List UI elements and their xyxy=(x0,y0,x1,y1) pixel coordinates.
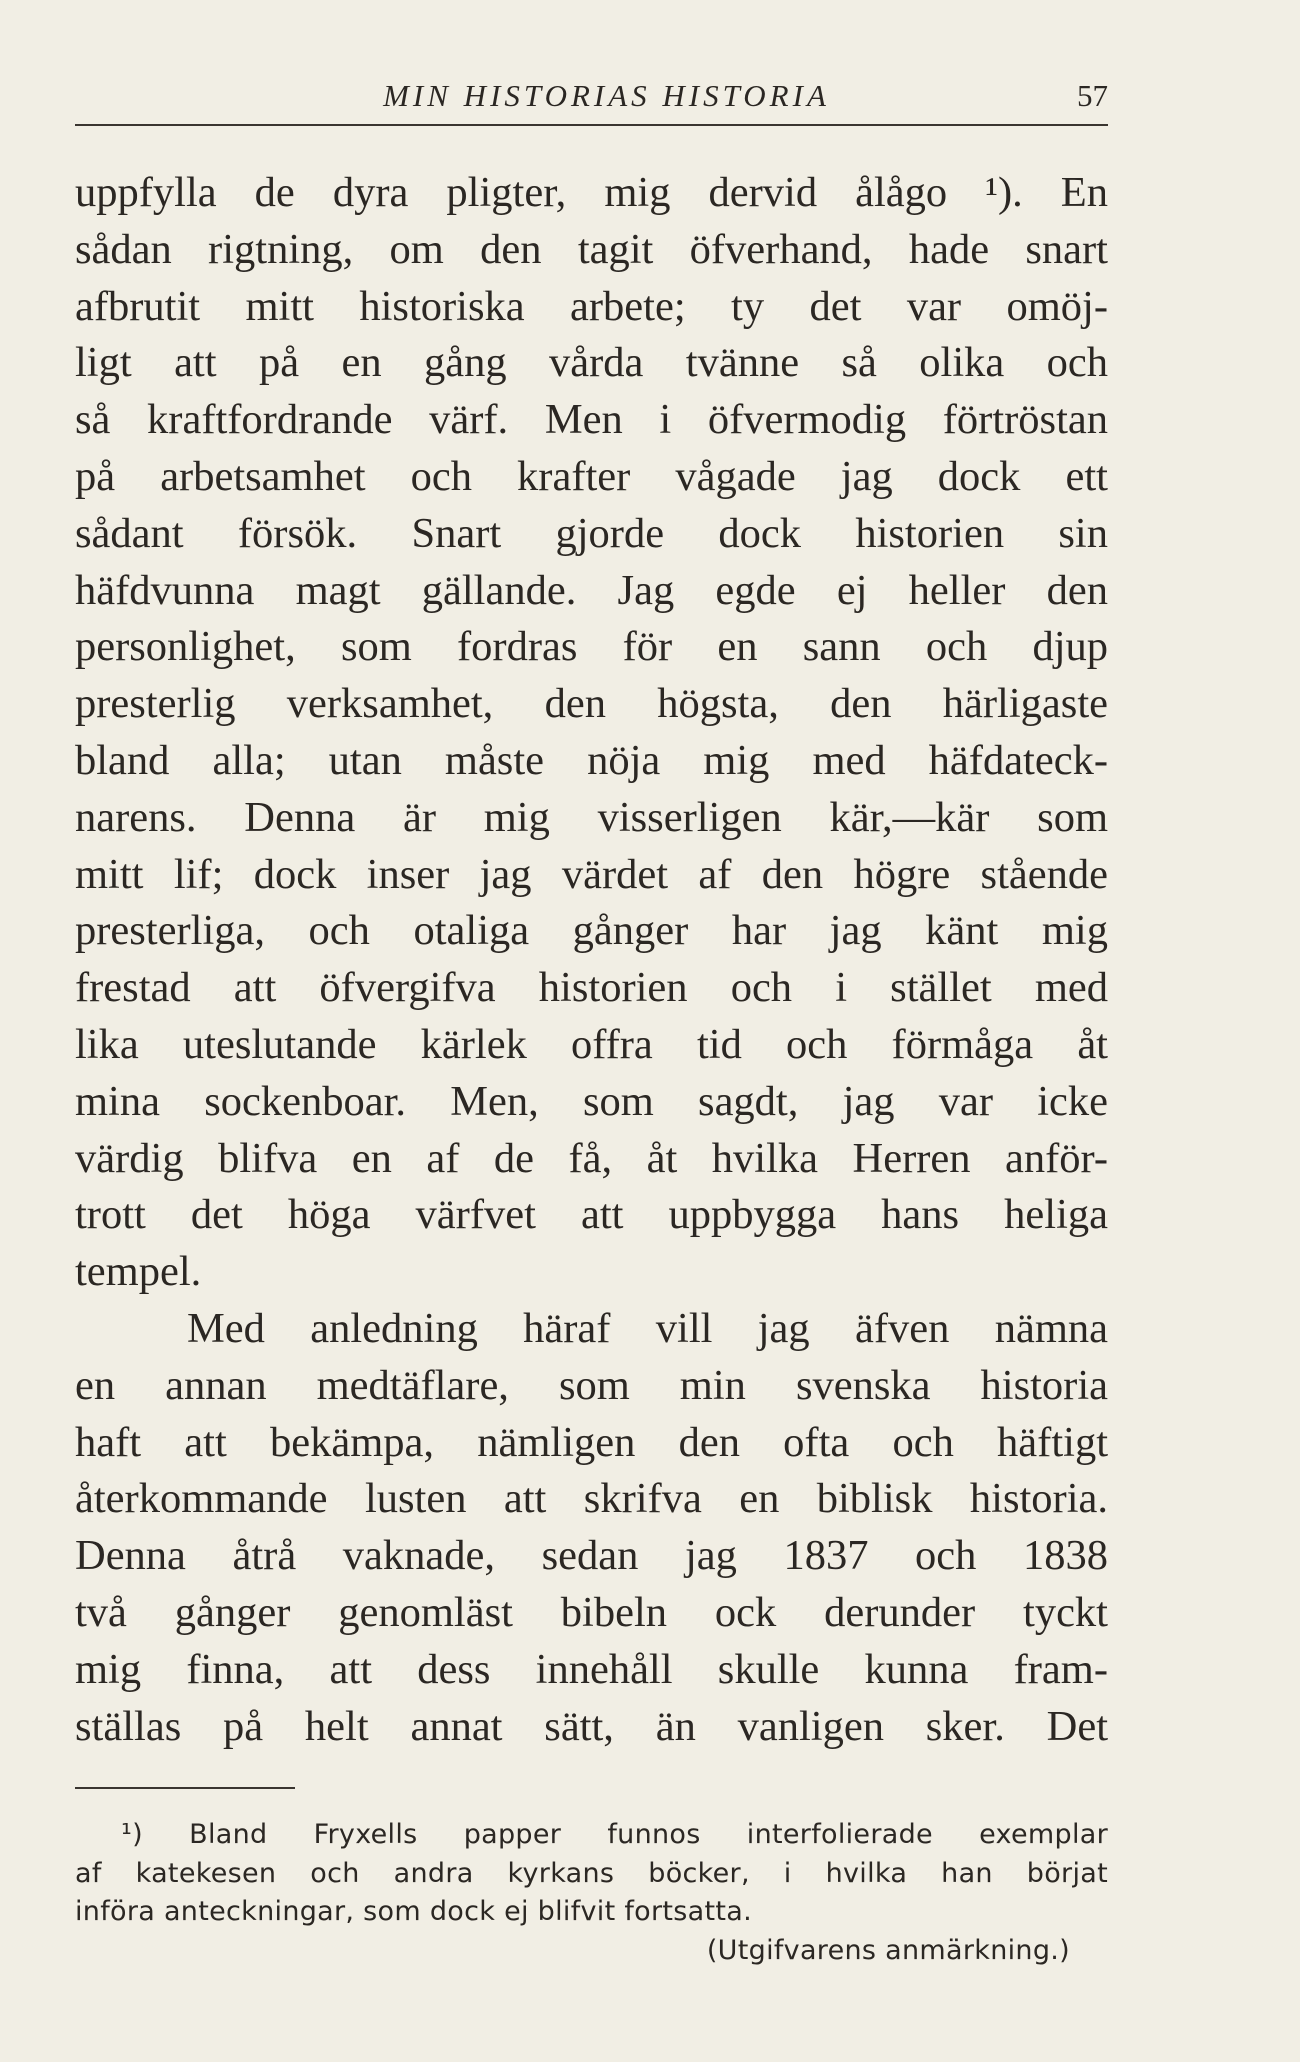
text-line: Denna åtrå vaknade, sedan jag 1837 och 1838 xyxy=(75,1532,1108,1580)
text-line: haft att bekämpa, nämligen den ofta och häftigt xyxy=(75,1418,1108,1466)
text-line: mig finna, att dess innehåll skulle kunna fram- xyxy=(75,1645,1108,1693)
text-line: Med anledning häraf vill jag äfven nämna xyxy=(187,1304,1108,1352)
footnote-line: ¹) Bland Fryxells papper funnos interfolierade exemplar xyxy=(121,1819,1108,1850)
text-line: återkommande lusten att skrifva en biblisk historia. xyxy=(75,1475,1108,1523)
footnote-rule xyxy=(75,1787,295,1789)
text-line: lika uteslutande kärlek offra tid och förmåga åt xyxy=(75,1020,1108,1068)
text-line: sådant försök. Snart gjorde dock historien sin xyxy=(75,509,1108,557)
text-line: häfdvunna magt gällande. Jag egde ej heller den xyxy=(75,566,1108,614)
footnote-line: införa anteckningar, som dock ej blifvit fortsatta. xyxy=(75,1896,752,1927)
text-line: trott det höga värfvet att uppbygga hans heliga xyxy=(75,1191,1108,1239)
text-line: ligt att på en gång vårda tvänne så olika och xyxy=(75,339,1108,387)
body-text xyxy=(75,165,1108,1755)
footnote xyxy=(75,1816,1108,1970)
text-line: ställas på helt annat sätt, än vanligen sker. Det xyxy=(75,1702,1108,1750)
text-line: bland alla; utan måste nöja mig med häfdateck- xyxy=(75,736,1108,784)
text-line: presterliga, och otaliga gånger har jag känt mig xyxy=(75,907,1108,955)
text-line: på arbetsamhet och krafter vågade jag dock ett xyxy=(75,452,1108,500)
page-number: 57 xyxy=(1077,78,1108,113)
text-line: narens. Denna är mig visserligen kär,—kär som xyxy=(75,793,1108,841)
page-header xyxy=(75,76,1108,118)
text-line: uppfylla de dyra pligter, mig dervid ålågo ¹). En xyxy=(75,169,1108,216)
footnote-line: af katekesen och andra kyrkans böcker, i hvilka han börjat xyxy=(75,1857,1108,1889)
text-line: en annan medtäflare, som min svenska historia xyxy=(75,1361,1108,1409)
text-line: mina sockenboar. Men, som sagdt, jag var icke xyxy=(75,1077,1108,1125)
text-line: värdig blifva en af de få, åt hvilka Herren anför- xyxy=(75,1134,1108,1182)
header-rule xyxy=(75,124,1108,126)
text-line: så kraftfordrande värf. Men i öfvermodig förtröstan xyxy=(75,396,1108,444)
text-line: sådan rigtning, om den tagit öfverhand, hade snart xyxy=(75,225,1108,273)
text-line: afbrutit mitt historiska arbete; ty det var omöj- xyxy=(75,282,1108,330)
text-line: presterlig verksamhet, den högsta, den härligaste xyxy=(75,680,1108,728)
text-line: personlighet, som fordras för en sann och djup xyxy=(75,623,1108,671)
text-line: tempel. xyxy=(75,1248,202,1296)
text-line: mitt lif; dock inser jag värdet af den högre stående xyxy=(75,850,1108,898)
text-line: frestad att öfvergifva historien och i stället med xyxy=(75,964,1108,1012)
footnote-editor-note: (Utgifvarens anmärkning.) xyxy=(706,1934,1070,1966)
running-title: MIN HISTORIAS HISTORIA xyxy=(383,78,830,113)
text-line: två gånger genomläst bibeln ock derunder tyckt xyxy=(75,1588,1108,1636)
